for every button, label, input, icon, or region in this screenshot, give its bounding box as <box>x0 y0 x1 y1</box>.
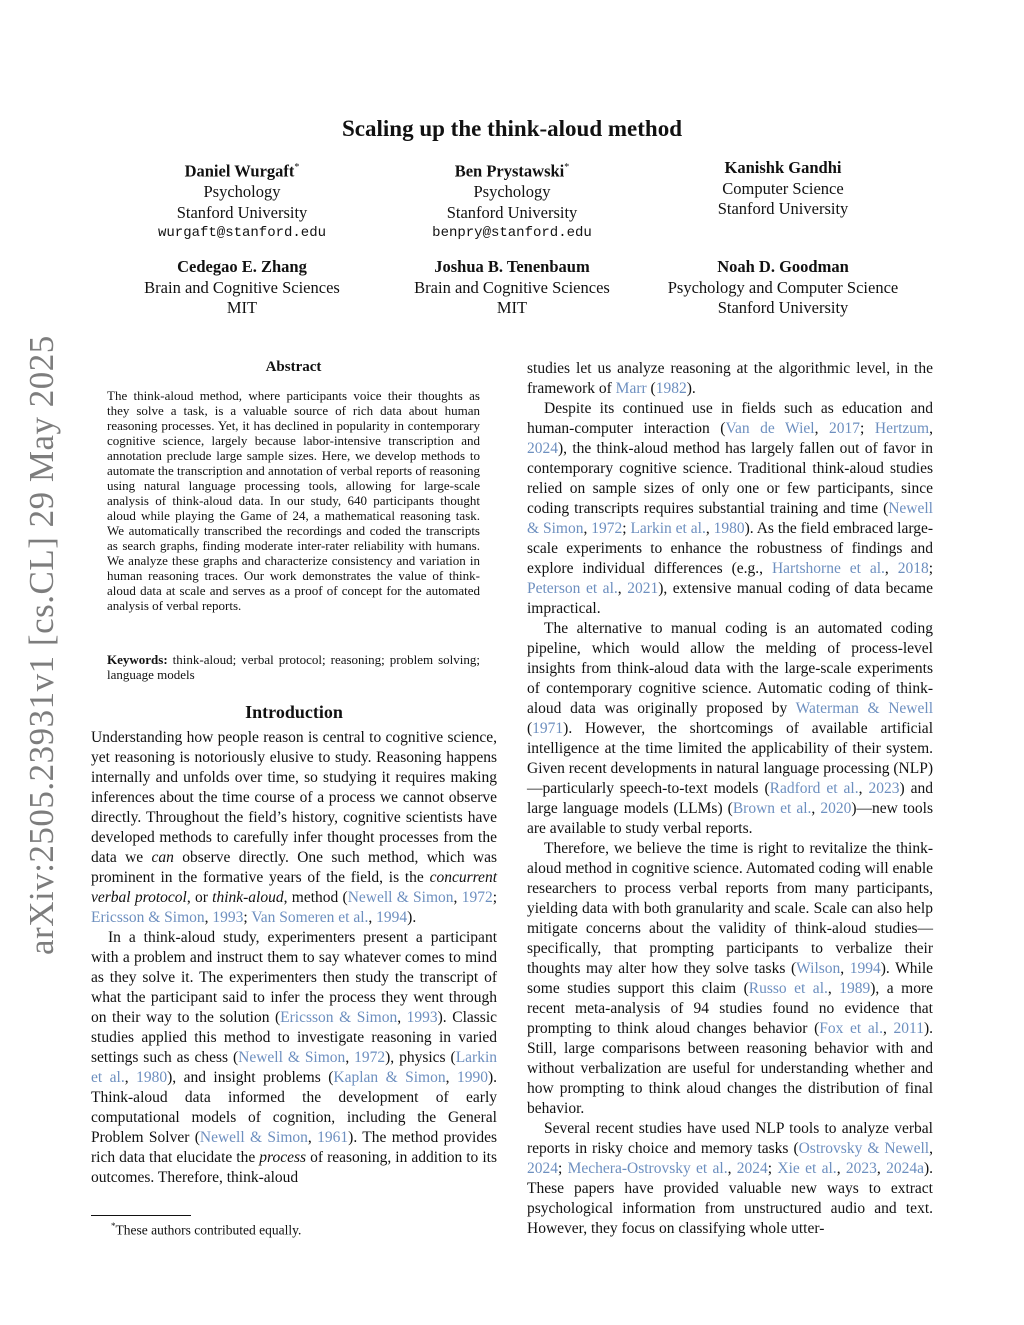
author-email[interactable]: benpry@stanford.edu <box>432 225 592 241</box>
footnote-rule <box>91 1215 191 1216</box>
author-institution: MIT <box>496 298 528 317</box>
left-column-body <box>91 728 497 1188</box>
citation-link[interactable]: Marr <box>615 380 647 397</box>
right-column-body <box>527 359 933 1239</box>
citation-link[interactable]: 1994 <box>376 909 408 926</box>
citation-link[interactable]: 1990 <box>456 1069 488 1086</box>
citation-link[interactable]: 2020 <box>820 800 852 817</box>
citation-link[interactable]: 2024 <box>527 1160 558 1177</box>
citation-link[interactable]: Mechera-Ostrovsky et al. <box>567 1160 728 1177</box>
author-name: Kanishk Gandhi <box>724 158 842 177</box>
author-block <box>633 158 933 220</box>
paragraph: Despite its continued use in fields such as education and human-computer interaction (Van de Wiel, 2017; Hertzum, 2024), the think-aloud method has largely fallen out of favor in contemporary cognitive science. Traditional think-aloud studies relied on sample sizes of only one or few participants, since coding transcripts requires substantial training and time (Newell & Simon, 1972; Larkin et al., 1980). As the field embraced large-scale experiments to enhance the robustness of findings and explore individual differences (e.g., Hartshorne et al., 2018; Peterson et al., 2021), extensive manual coding of data became impractical. <box>527 400 934 617</box>
keywords-label: Keywords: <box>107 652 168 667</box>
citation-link[interactable]: Larkin et al. <box>630 520 706 537</box>
citation-link[interactable]: Ericsson & Simon <box>91 909 205 926</box>
citation-link[interactable]: Russo et al. <box>748 980 828 997</box>
citation-link[interactable]: 1972 <box>461 889 493 906</box>
paragraph: Understanding how people reason is central to cognitive science, yet reasoning is notoriously elusive to study. Reasoning happens internally and unfolds over time, so studying it requires making inferences about the time course of a process we cannot observe directly. Throughout the field’s history, cognitive scientists have developed methods to carefully infer thought processes from the data we can observe directly. One such method, which was prominent in the formative years of the field, is the concurrent verbal protocol, or think-aloud, method (Newell & Simon, 1972; Ericsson & Simon, 1993; Van Someren et al., 1994). <box>91 729 498 926</box>
author-block <box>92 158 392 244</box>
citation-link[interactable]: 2023 <box>845 1160 877 1177</box>
author-block <box>92 257 392 319</box>
citation-link[interactable]: Newell & Simon <box>347 889 454 906</box>
author-institution: Stanford University <box>717 298 849 317</box>
paragraph: In a think-aloud study, experimenters present a participant with a problem and instruct them to say whatever comes to mind as they solve it. The experimenters then study the transcript of what the participant said to infer the process they went through on their way to the solution (Ericsson & Simon, 1993). Classic studies applied this method to investigate reasoning in varied settings such as chess (Newell & Simon, 1972), physics (Larkin et al., 1980), and insight problems (Kaplan & Simon, 1990). Think-aloud data informed the development of early computational models of cognition, including the General Problem Solver (Newell & Simon, 1961). The method provides rich data that elucidate the process of reasoning, in addition to its outcomes. Therefore, think-aloud <box>91 929 498 1186</box>
citation-link[interactable]: 1972 <box>354 1049 386 1066</box>
author-name: Cedegao E. Zhang <box>177 257 307 276</box>
citation-link[interactable]: Hartshorne et al. <box>771 560 885 577</box>
citation-link[interactable]: Newell & Simon <box>199 1129 308 1146</box>
citation-link[interactable]: 1993 <box>212 909 244 926</box>
citation-link[interactable]: 2017 <box>829 420 861 437</box>
author-block <box>362 158 662 244</box>
citation-link[interactable]: 2018 <box>897 560 929 577</box>
citation-link[interactable]: Newell & Simon <box>238 1049 346 1066</box>
author-institution: Stanford University <box>446 202 578 222</box>
citation-link[interactable]: Kaplan & Simon <box>333 1069 446 1086</box>
citation-link[interactable]: Larkin et al. <box>91 1049 498 1086</box>
citation-link[interactable]: 2023 <box>868 780 900 797</box>
citation-link[interactable]: Waterman & Newell <box>795 700 933 717</box>
author-block <box>633 257 933 319</box>
citation-link[interactable]: Ericsson & Simon <box>280 1009 398 1026</box>
author-institution: Stanford University <box>717 199 849 218</box>
author-department: Psychology <box>473 182 551 201</box>
citation-link[interactable]: 2024 <box>527 440 558 457</box>
citation-link[interactable]: Radford et al. <box>769 780 859 797</box>
citation-link[interactable]: 2021 <box>627 580 659 597</box>
author-name: Joshua B. Tenenbaum <box>434 257 590 276</box>
citation-link[interactable]: Peterson et al. <box>527 580 618 597</box>
keywords <box>107 652 480 682</box>
author-institution: MIT <box>226 298 258 317</box>
citation-link[interactable]: 1980 <box>713 520 745 537</box>
paragraph: The alternative to manual coding is an automated coding pipeline, which would allow the melding of process-level insights from think-aloud data with the large-scale experiments of contemporary cognitive science. Automatic coding of think-aloud data was originally proposed by Waterman & Newell (1971). However, the shortcomings of available artificial intelligence at the time limited the applicability of their system. Given recent developments in natural language processing (NLP)—particularly speech-to-text models (Radford et al., 2023) and large language models (LLMs) (Brown et al., 2020)—new tools are available to study verbal reports. <box>527 620 933 837</box>
author-department: Brain and Cognitive Sciences <box>144 277 340 297</box>
citation-link[interactable]: 2024a <box>886 1160 924 1177</box>
citation-link[interactable]: Fox et al. <box>819 1020 883 1037</box>
citation-link[interactable]: 1980 <box>136 1069 168 1086</box>
paragraph: Therefore, we believe the time is right to revitalize the think-aloud method in cognitive science. Automated coding will enable researchers to process verbal reports from many participants, yielding data with both granularity and scale. Scale can also help mitigate concerns about the validity of think-aloud studies—specifically, that prompting participants to verbalize their thoughts may alter how they solve tasks (Wilson, 1994). While some studies support this claim (Russo et al., 1989), a more recent meta-analysis of 94 studies found no evidence that prompting to think aloud changes behavior (Fox et al., 2011). Still, large comparisons between reasoning behavior with and without verbalization are useful for understanding whether and how prompting to think aloud changes the distribution of final behavior. <box>527 840 934 1117</box>
citation-link[interactable]: Van de Wiel <box>725 420 815 437</box>
citation-link[interactable]: 2024 <box>736 1160 768 1177</box>
arxiv-identifier-stamp: arXiv:2505.23931v1 [cs.CL] 29 May 2025 <box>22 335 61 955</box>
paragraph: Several recent studies have used NLP tools to analyze verbal reports in risky choice and memory tasks (Ostrovsky & Newell, 2024; Mechera-Ostrovsky et al., 2024; Xie et al., 2023, 2024a). These papers have provided valuable new ways to extract psychological information from unstructured audio and text. However, they focus on classifying whole utter- <box>527 1120 933 1237</box>
author-department: Psychology <box>203 182 281 201</box>
citation-link[interactable]: Wilson <box>796 960 841 977</box>
author-department: Psychology and Computer Science <box>667 277 899 297</box>
citation-link[interactable]: 1989 <box>839 980 871 997</box>
author-block <box>362 257 662 319</box>
citation-link[interactable]: 1994 <box>849 960 881 977</box>
paragraph: studies let us analyze reasoning at the algorithmic level, in the framework of Marr (1982). <box>527 360 933 397</box>
author-institution: Stanford University <box>176 202 308 222</box>
citation-link[interactable]: Xie et al. <box>777 1160 837 1177</box>
citation-link[interactable]: 1972 <box>591 520 623 537</box>
citation-link[interactable]: 1982 <box>655 380 687 397</box>
author-department: Computer Science <box>722 178 844 198</box>
citation-link[interactable]: Brown et al. <box>732 800 812 817</box>
citation-link[interactable]: 1961 <box>317 1129 349 1146</box>
abstract-text: The think-aloud method, where participants voice their thoughts as they solve a task, is a valuable source of rich data about human reasoning processes. Yet, it has declined in popularity in contemporary cognitive science, largely because labor-intensive transcription and annotation preclude large sample sizes. Here, we develop methods to automate the transcription and annotation of verbal reports of reasoning using natural language processing tools, allowing for large-scale analysis of think-aloud data. In our study, 640 participants thought aloud while playing the Game of 24, a mathematical reasoning task. We automatically transcribed the recordings and coded the transcripts as search graphs, finding moderate inter-rater reliability with humans. We analyze these graphs and characterize consistency and variation in human reasoning traces. Our work demonstrates the value of think-aloud data at scale and serves as a proof of concept for the automated analysis of verbal reports. <box>107 388 480 613</box>
citation-link[interactable]: 1993 <box>406 1009 438 1026</box>
author-name: Daniel Wurgaft* <box>184 161 300 181</box>
author-email[interactable]: wurgaft@stanford.edu <box>157 225 327 241</box>
section-heading-introduction: Introduction <box>245 702 343 722</box>
citation-link[interactable]: Newell & Simon <box>527 500 933 537</box>
citation-link[interactable]: Hertzum <box>874 420 930 437</box>
citation-link[interactable]: Van Someren et al. <box>251 909 369 926</box>
author-department: Brain and Cognitive Sciences <box>414 277 610 297</box>
author-name: Noah D. Goodman <box>717 257 849 276</box>
keywords-list: think-aloud; verbal protocol; reasoning; problem solving; language models <box>107 652 480 682</box>
paper-title: Scaling up the think-aloud method <box>342 116 682 141</box>
abstract-heading: Abstract <box>265 359 322 375</box>
citation-link[interactable]: 1971 <box>532 720 564 737</box>
footnote: *These authors contributed equally. <box>111 1221 302 1238</box>
citation-link[interactable]: Ostrovsky & Newell <box>798 1140 930 1157</box>
author-name: Ben Prystawski* <box>454 161 570 181</box>
citation-link[interactable]: 2011 <box>893 1020 924 1037</box>
